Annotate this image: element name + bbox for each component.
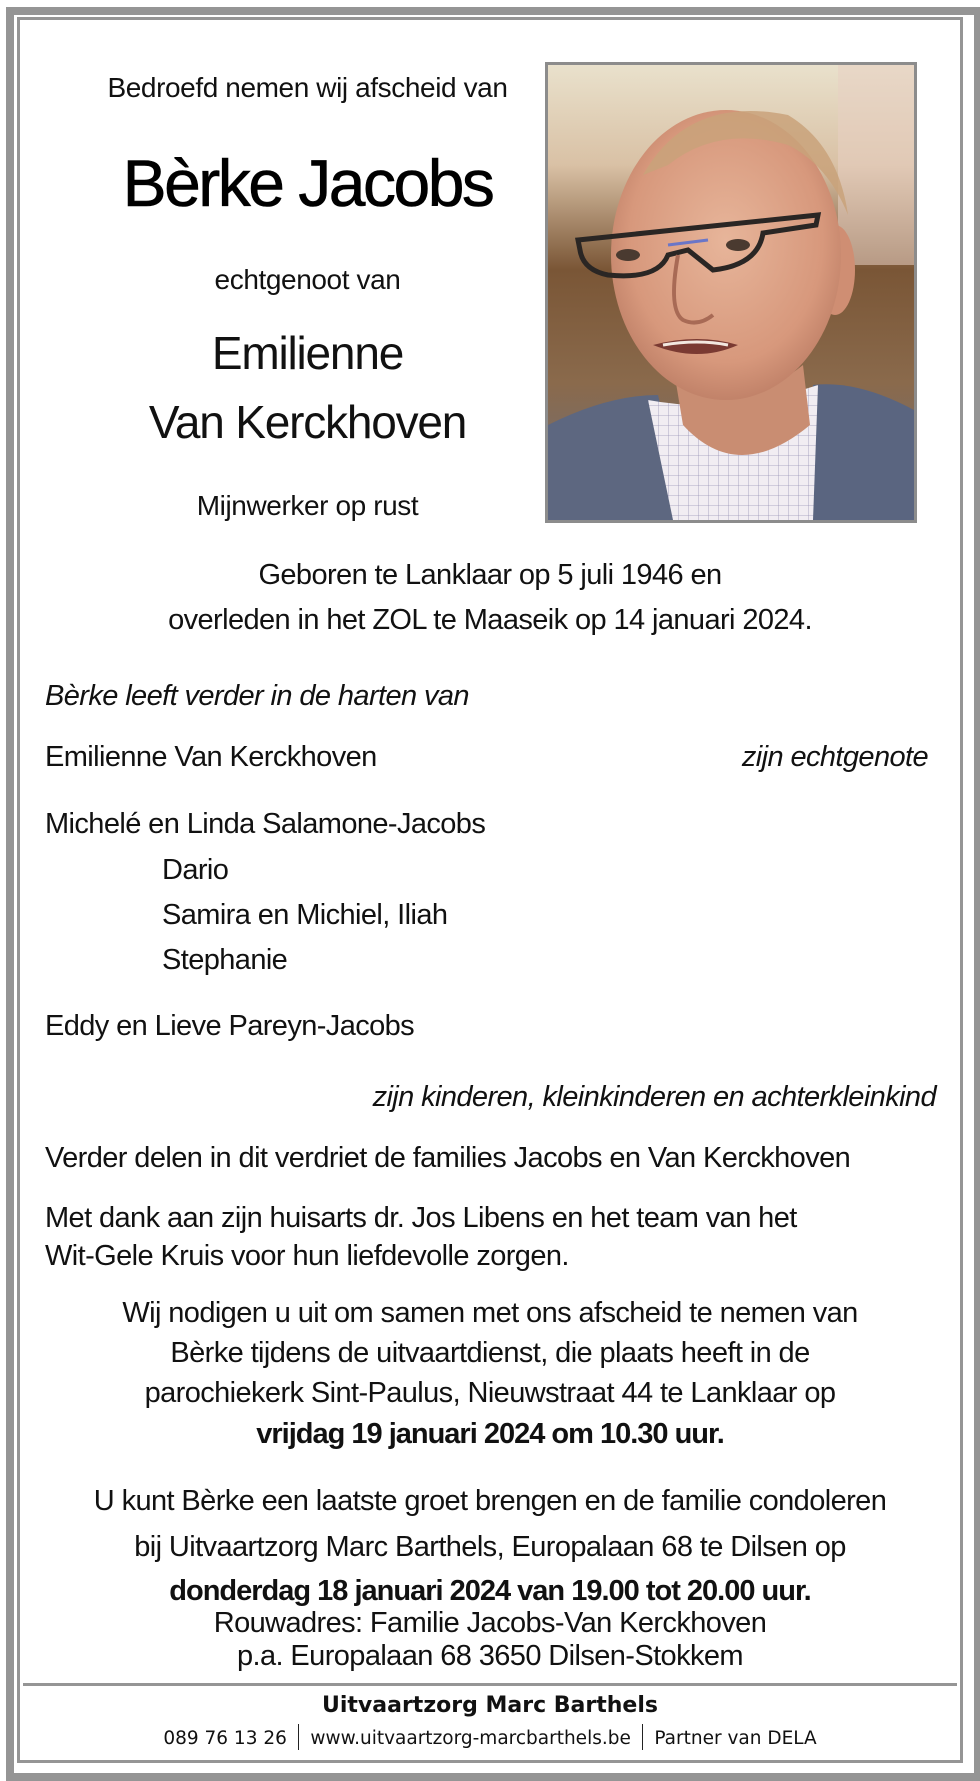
child-family-1: Michelé en Linda Salamone-Jacobs bbox=[45, 808, 486, 840]
footer-divider bbox=[23, 1683, 957, 1686]
grandchild-2: Samira en Michiel, Iliah bbox=[162, 899, 448, 931]
survivor-spouse-role: zijn echtgenote bbox=[741, 741, 928, 773]
funeral-line-3: parochiekerk Sint-Paulus, Nieuwstraat 44 te Lanklaar op bbox=[144, 1377, 836, 1409]
portrait-photo bbox=[545, 62, 917, 523]
survivor-spouse-name: Emilienne Van Kerckhoven bbox=[45, 741, 377, 773]
spouse-name-last: Van Kerckhoven bbox=[148, 396, 467, 448]
occupation: Mijnwerker op rust bbox=[196, 490, 419, 521]
mourning-address-line-2: p.a. Europalaan 68 3650 Dilsen-Stokkem bbox=[237, 1640, 743, 1672]
grandchild-1: Dario bbox=[162, 854, 229, 886]
spouse-name-first: Emilienne bbox=[211, 327, 404, 379]
visitation-line-1: U kunt Bèrke een laatste groet brengen en de familie condoleren bbox=[93, 1485, 887, 1517]
funeral-line-2: Bèrke tijdens de uitvaartdienst, die plaats heeft in de bbox=[170, 1337, 810, 1369]
separator bbox=[642, 1724, 644, 1750]
children-role: zijn kinderen, kleinkinderen en achterkleinkind bbox=[372, 1081, 936, 1113]
death-line: overleden in het ZOL te Maaseik op 14 januari 2024. bbox=[168, 604, 812, 636]
funeral-home-website[interactable]: www.uitvaartzorg-marcbarthels.be bbox=[310, 1728, 631, 1749]
visitation-datetime: donderdag 18 januari 2024 van 19.00 tot 20.00 uur. bbox=[169, 1575, 811, 1607]
funeral-home-phone[interactable]: 089 76 13 26 bbox=[163, 1728, 287, 1749]
partner-label: Partner van DELA bbox=[654, 1728, 817, 1749]
relation-label: echtgenoot van bbox=[214, 264, 401, 295]
grandchild-3: Stephanie bbox=[162, 944, 288, 976]
portrait-image-icon bbox=[548, 65, 914, 520]
separator bbox=[298, 1724, 300, 1750]
visitation-line-2: bij Uitvaartzorg Marc Barthels, Europalaan 68 te Dilsen op bbox=[134, 1531, 846, 1563]
intro-text: Bedroefd nemen wij afscheid van bbox=[107, 72, 508, 103]
thanks-line-1: Met dank aan zijn huisarts dr. Jos Libens en het team van het bbox=[45, 1202, 797, 1234]
child-family-2: Eddy en Lieve Pareyn-Jacobs bbox=[45, 1010, 415, 1042]
thanks-line-2: Wit-Gele Kruis voor hun liefdevolle zorgen. bbox=[45, 1240, 569, 1272]
funeral-datetime: vrijdag 19 januari 2024 om 10.30 uur. bbox=[256, 1418, 724, 1450]
mourning-address-line-1: Rouwadres: Familie Jacobs-Van Kerckhoven bbox=[213, 1607, 767, 1639]
funeral-home-contact bbox=[20, 1726, 960, 1752]
funeral-home-name: Uitvaartzorg Marc Barthels bbox=[322, 1693, 658, 1718]
birth-line: Geboren te Lanklaar op 5 juli 1946 en bbox=[258, 559, 722, 591]
funeral-line-1: Wij nodigen u uit om samen met ons afscheid te nemen van bbox=[122, 1297, 858, 1329]
survivors-heading: Bèrke leeft verder in de harten van bbox=[45, 680, 469, 712]
deceased-name: Bèrke Jacobs bbox=[122, 146, 493, 220]
families-line: Verder delen in dit verdriet de families Jacobs en Van Kerckhoven bbox=[45, 1142, 851, 1174]
